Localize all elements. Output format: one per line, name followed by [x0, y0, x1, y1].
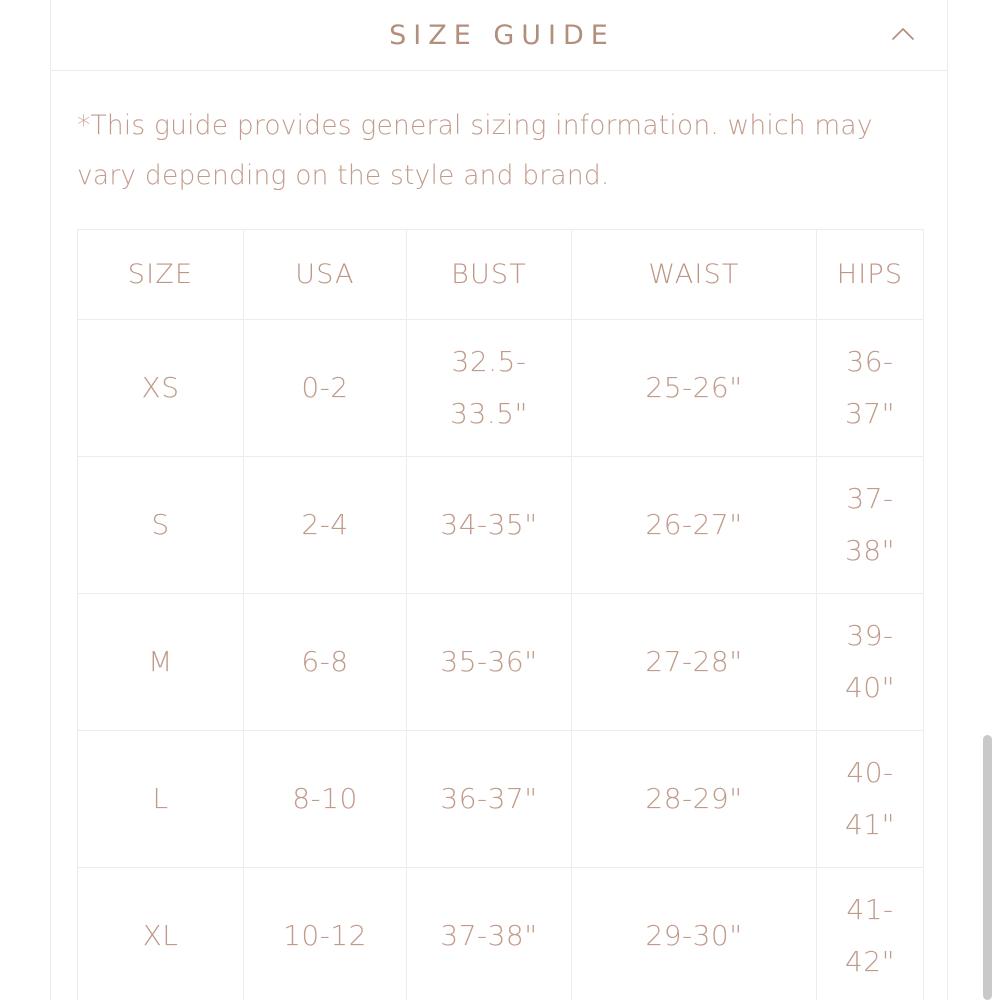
cell-size: S [78, 457, 244, 594]
cell-bust: 35-36" [407, 594, 572, 731]
cell-size: XL [78, 868, 244, 1000]
column-header-usa: USA [244, 230, 407, 320]
cell-bust: 34-35" [407, 457, 572, 594]
cell-size: L [78, 731, 244, 868]
table-row [78, 594, 924, 731]
cell-waist: 26-27" [572, 457, 817, 594]
column-header-waist: WAIST [572, 230, 817, 320]
cell-waist: 27-28" [572, 594, 817, 731]
table-row [78, 731, 924, 868]
table-row [78, 320, 924, 457]
size-chart-table [77, 229, 924, 1000]
cell-usa: 0-2 [244, 320, 407, 457]
cell-waist: 25-26" [572, 320, 817, 457]
cell-usa: 10-12 [244, 868, 407, 1000]
column-header-bust: BUST [407, 230, 572, 320]
page-title: SIZE GUIDE [389, 19, 615, 51]
table-row [78, 868, 924, 1000]
panel-body [51, 71, 947, 1000]
table-header-row [78, 230, 924, 320]
cell-hips: 40-41" [817, 731, 924, 868]
sizing-note: *This guide provides general sizing information. which may vary depending on the style and brand. [77, 110, 873, 191]
cell-hips: 36-37" [817, 320, 924, 457]
cell-waist: 29-30" [572, 868, 817, 1000]
cell-hips: 37-38" [817, 457, 924, 594]
column-header-size: SIZE [78, 230, 244, 320]
cell-usa: 2-4 [244, 457, 407, 594]
scrollbar-thumb[interactable] [983, 735, 992, 1000]
cell-bust: 37-38" [407, 868, 572, 1000]
scrollbar-track[interactable] [986, 0, 996, 1000]
cell-usa: 6-8 [244, 594, 407, 731]
chevron-up-icon [890, 22, 916, 48]
cell-hips: 39-40" [817, 594, 924, 731]
cell-size: M [78, 594, 244, 731]
collapse-button[interactable] [881, 13, 925, 57]
table-row [78, 457, 924, 594]
cell-usa: 8-10 [244, 731, 407, 868]
size-guide-panel [50, 0, 948, 1000]
panel-header [51, 0, 947, 71]
column-header-hips: HIPS [817, 230, 924, 320]
cell-size: XS [78, 320, 244, 457]
cell-hips: 41-42" [817, 868, 924, 1000]
cell-bust: 32.5-33.5" [407, 320, 572, 457]
cell-bust: 36-37" [407, 731, 572, 868]
cell-waist: 28-29" [572, 731, 817, 868]
